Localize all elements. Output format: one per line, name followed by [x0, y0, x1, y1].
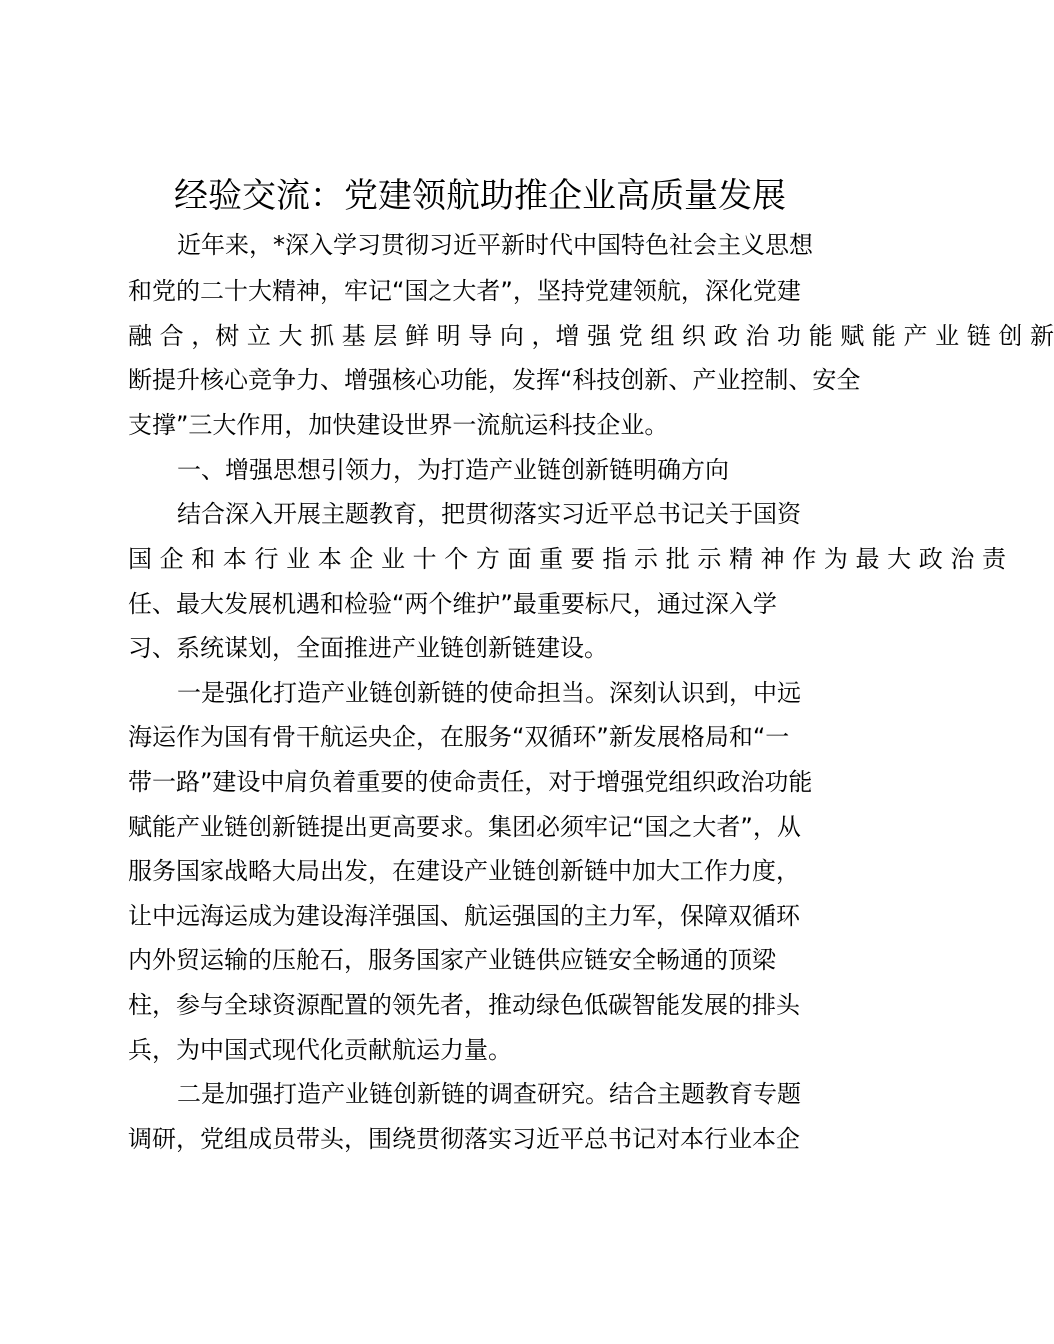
- paragraph-line: 让中远海运成为建设海洋强国、航运强国的主力军，保障双循环: [128, 902, 800, 930]
- paragraph-line: 兵，为中国式现代化贡献航运力量。: [128, 1036, 512, 1064]
- document-title: 经验交流：党建领航助推企业高质量发展: [174, 176, 786, 216]
- paragraph-line: 柱，参与全球资源配置的领先者，推动绿色低碳智能发展的排头: [128, 991, 800, 1019]
- paragraph-line: 结合深入开展主题教育，把贯彻落实习近平总书记关于国资: [177, 500, 801, 528]
- paragraph-line: 海运作为国有骨干航运央企，在服务“双循环”新发展格局和“一: [128, 723, 790, 751]
- paragraph-line: 内外贸运输的压舱石，服务国家产业链供应链安全畅通的顶梁: [128, 946, 776, 974]
- paragraph-line: 赋能产业链创新链提出更高要求。集团必须牢记“国之大者”，从: [128, 813, 801, 841]
- paragraph-line: 带一路”建设中肩负着重要的使命责任，对于增强党组织政治功能: [128, 768, 813, 796]
- paragraph-line: 国 企 和 本 行 业 本 企 业 十 个 方 面 重 要 指 示 批 示 精 神 作 为 最 大 政 治 责: [128, 545, 1006, 573]
- paragraph-line: 支撑”三大作用，加快建设世界一流航运科技企业。: [128, 411, 669, 439]
- paragraph-line: 融 合 ，树 立 大 抓 基 层 鲜 明 导 向 ，增 强 党 组 织 政 治 功 能 赋 能 产 业 链 创 新: [128, 322, 1054, 350]
- paragraph-line: 和党的二十大精神，牢记“国之大者”，坚持党建领航，深化党建: [128, 277, 801, 305]
- section-heading: 一、增强思想引领力，为打造产业链创新链明确方向: [177, 456, 729, 484]
- paragraph-line: 调研，党组成员带头，围绕贯彻落实习近平总书记对本行业本企: [128, 1125, 800, 1153]
- paragraph-line: 任、最大发展机遇和检验“两个维护”最重要标尺，通过深入学: [128, 590, 777, 618]
- paragraph-line: 断提升核心竞争力、增强核心功能，发挥“科技创新、产业控制、安全: [128, 366, 861, 394]
- paragraph-line: 服务国家战略大局出发，在建设产业链创新链中加大工作力度，: [128, 857, 800, 885]
- paragraph-line: 一是强化打造产业链创新链的使命担当。深刻认识到，中远: [177, 679, 801, 707]
- paragraph-line: 近年来，*深入学习贯彻习近平新时代中国特色社会主义思想: [177, 231, 813, 259]
- paragraph-line: 习、系统谋划，全面推进产业链创新链建设。: [128, 634, 608, 662]
- paragraph-line: 二是加强打造产业链创新链的调查研究。结合主题教育专题: [177, 1080, 801, 1108]
